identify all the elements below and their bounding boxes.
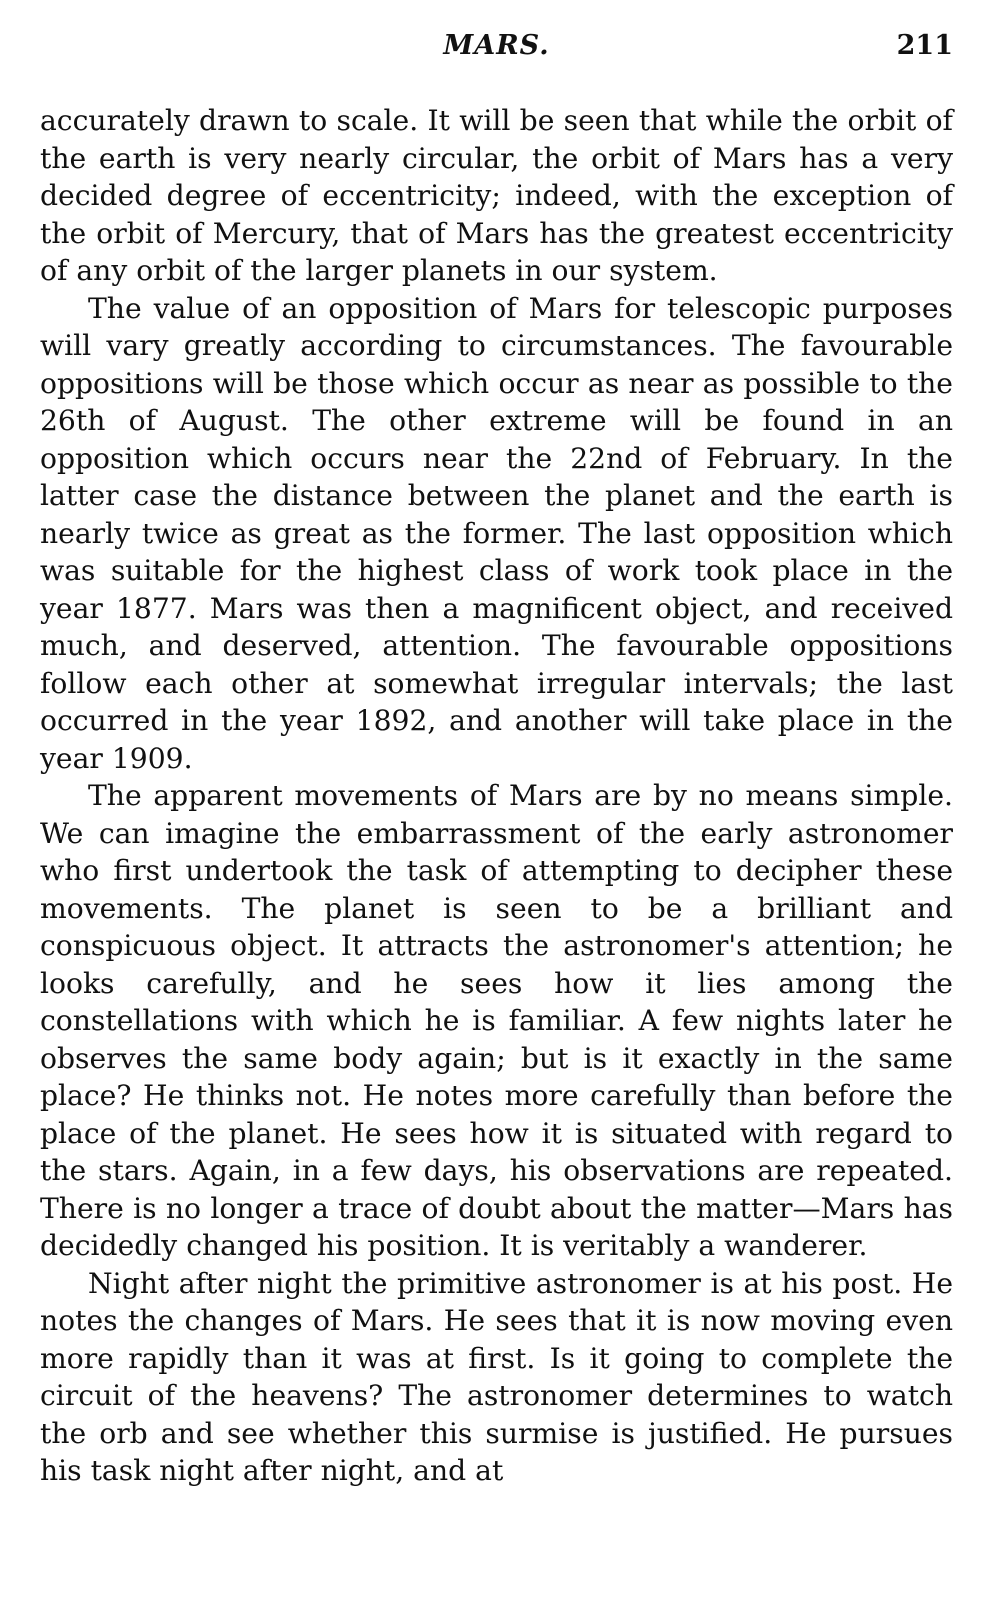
book-page — [40, 30, 953, 1490]
paragraph-opposition-value: The value of an opposition of Mars for telescopic purposes will vary greatly according to circumstances. The favourable oppositions will be those which occur as near as possible to the 26th of August. The other extreme will be found in an opposition which occurs near the 22nd of February. In the latter case the distance between the planet and the earth is nearly twice as great as the former. The last opposition which was suitable for the highest class of work took place in the year 1877. Mars was then a magnificent object, and received much, and deserved, attention. The favourable oppositions follow each other at somewhat irregular intervals; the last occurred in the year 1892, and another will take place in the year 1909. — [40, 291, 953, 775]
paragraph-orbit-eccentricity: accurately drawn to scale. It will be seen that while the orbit of the earth is very nearly circular, the orbit of Mars has a very decided degree of eccentricity; indeed, with the exception of the orbit of Mercury, that of Mars has the greatest eccentricity of any orbit of the larger planets in our system. — [40, 104, 953, 287]
running-title: MARS. — [443, 30, 550, 61]
body-text — [40, 102, 953, 1490]
running-head — [40, 30, 953, 74]
paragraph-apparent-movements: The apparent movements of Mars are by no means simple. We can imagine the embarrassment of the early astronomer who first undertook the task of attempting to decipher these movements. The planet is seen to be a brilliant and conspicuous object. It attracts the astronomer's attention; he looks carefully, and he sees how it lies among the constellations with which he is familiar. A few nights later he observes the same body again; but is it exactly in the same place? He thinks not. He notes more carefully than before the place of the planet. He sees how it is situated with regard to the stars. Again, in a few days, his observations are repeated. There is no longer a trace of doubt about the matter—Mars has decidedly changed his position. It is veritably a wanderer. — [40, 779, 953, 1262]
paragraph-night-after-night: Night after night the primitive astronomer is at his post. He notes the changes of Mars. He sees that it is now moving even more rapidly than it was at first. Is it going to complete the circuit of the heavens? The astronomer determines to watch the orb and see whether this surmise is justified. He pursues his task night after night, and at — [40, 1266, 953, 1487]
page-number: 211 — [896, 30, 953, 61]
